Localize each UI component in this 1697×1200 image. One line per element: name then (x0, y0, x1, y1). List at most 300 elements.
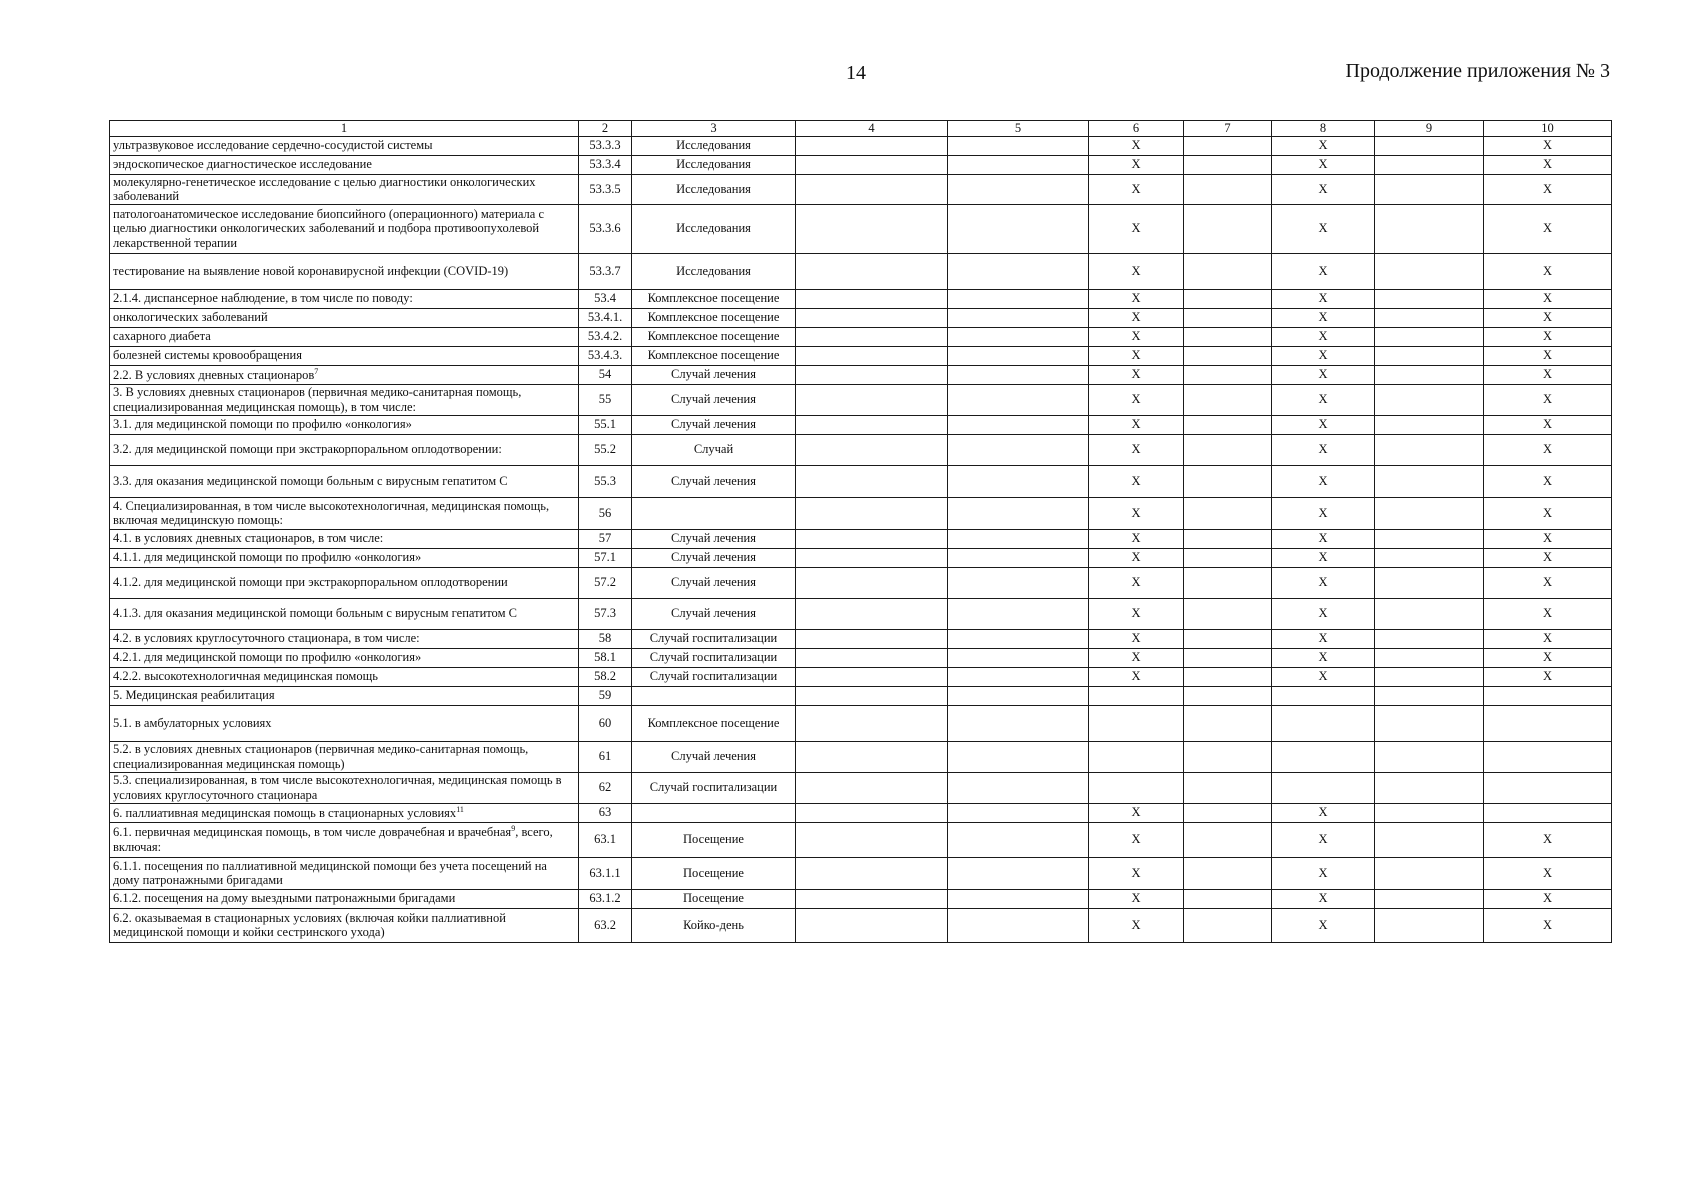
row-unit-cell: Случай госпитализации (632, 629, 796, 648)
row-name-cell (110, 567, 579, 598)
empty-cell (1375, 415, 1484, 434)
row-name: 4.1.3. для оказания медицинской помощи больным с вирусным гепатитом С (113, 606, 517, 621)
empty-cell (1184, 465, 1272, 497)
row-name-cell (110, 803, 579, 822)
row-code-cell: 57 (579, 529, 632, 548)
row-unit-cell: Комплексное посещение (632, 327, 796, 346)
row-code-cell: 55.1 (579, 415, 632, 434)
row-name: 3. В условиях дневных стационаров (первичная медико-санитарная помощь, специализированная медицинская помощь), в том числе: (113, 385, 522, 414)
mark-cell: X (1089, 667, 1184, 686)
mark-cell: X (1272, 529, 1375, 548)
empty-cell (796, 136, 948, 155)
mark-cell: X (1484, 648, 1612, 667)
mark-cell: X (1089, 497, 1184, 529)
row-name: сахарного диабета (113, 329, 211, 344)
empty-cell (1184, 772, 1272, 803)
empty-cell (796, 346, 948, 365)
row-name-cell (110, 346, 579, 365)
row-name: 4.1.2. для медицинской помощи при экстракорпоральном оплодотворении (113, 575, 508, 590)
row-name-cell (110, 365, 579, 384)
row-code-cell: 61 (579, 741, 632, 772)
mark-cell: X (1484, 327, 1612, 346)
empty-cell (796, 686, 948, 705)
row-name-cell (110, 686, 579, 705)
row-name: 4.2.1. для медицинской помощи по профилю «онкология» (113, 650, 422, 665)
empty-cell (796, 415, 948, 434)
empty-cell (1184, 705, 1272, 741)
row-code-cell: 58 (579, 629, 632, 648)
mark-cell: X (1272, 548, 1375, 567)
table-row (110, 822, 1612, 857)
footnote-ref: 9 (511, 824, 516, 834)
table-row (110, 548, 1612, 567)
row-name-cell (110, 289, 579, 308)
empty-cell (948, 253, 1089, 289)
mark-cell: X (1089, 803, 1184, 822)
row-code-cell: 58.1 (579, 648, 632, 667)
row-name-cell (110, 648, 579, 667)
row-unit-cell: Комплексное посещение (632, 705, 796, 741)
empty-cell (948, 497, 1089, 529)
empty-cell (796, 365, 948, 384)
footnote-ref: 7 (314, 366, 319, 376)
mark-cell: X (1484, 136, 1612, 155)
mark-cell: X (1272, 346, 1375, 365)
row-unit-cell: Случай госпитализации (632, 772, 796, 803)
mark-cell: X (1089, 346, 1184, 365)
empty-cell (948, 629, 1089, 648)
row-unit-cell: Случай лечения (632, 741, 796, 772)
empty-cell (1375, 567, 1484, 598)
table-row (110, 648, 1612, 667)
row-code-cell: 62 (579, 772, 632, 803)
table-row (110, 346, 1612, 365)
row-unit-cell (632, 803, 796, 822)
row-unit-cell: Комплексное посещение (632, 289, 796, 308)
row-name: 4.2. в условиях круглосуточного стационара, в том числе: (113, 631, 420, 646)
row-code-cell: 57.1 (579, 548, 632, 567)
empty-cell (1375, 803, 1484, 822)
empty-cell (1375, 155, 1484, 174)
table-row (110, 667, 1612, 686)
mark-cell: X (1089, 908, 1184, 942)
empty-cell (796, 384, 948, 415)
empty-cell (1184, 741, 1272, 772)
table-row (110, 174, 1612, 204)
mark-cell: X (1272, 204, 1375, 253)
empty-cell (796, 155, 948, 174)
empty-cell (1375, 857, 1484, 889)
row-name: 5.1. в амбулаторных условиях (113, 715, 272, 730)
table-row (110, 908, 1612, 942)
row-name-cell (110, 741, 579, 772)
mark-cell: X (1272, 289, 1375, 308)
table-row (110, 253, 1612, 289)
empty-cell (796, 497, 948, 529)
row-unit-cell: Исследования (632, 155, 796, 174)
empty-cell (1184, 136, 1272, 155)
table-row (110, 567, 1612, 598)
row-name-cell (110, 889, 579, 908)
mark-cell: X (1272, 629, 1375, 648)
empty-cell (796, 741, 948, 772)
mark-cell: X (1484, 908, 1612, 942)
empty-cell (1184, 434, 1272, 465)
empty-cell (796, 629, 948, 648)
row-name: 6. паллиативная медицинская помощь в стационарных условиях (113, 805, 457, 820)
mark-cell: X (1484, 365, 1612, 384)
empty-cell (948, 857, 1089, 889)
mark-cell: X (1089, 857, 1184, 889)
row-name-cell (110, 253, 579, 289)
row-code-cell: 53.4.1. (579, 308, 632, 327)
row-code-cell: 53.3.4 (579, 155, 632, 174)
table-row (110, 204, 1612, 253)
empty-cell (1375, 434, 1484, 465)
empty-cell (1184, 598, 1272, 629)
empty-cell (1184, 327, 1272, 346)
empty-cell (1375, 772, 1484, 803)
empty-cell (1375, 548, 1484, 567)
empty-cell (1375, 465, 1484, 497)
empty-cell (1375, 889, 1484, 908)
row-unit-cell: Комплексное посещение (632, 346, 796, 365)
column-number: 6 (1089, 121, 1184, 137)
empty-cell (1375, 529, 1484, 548)
empty-cell (948, 465, 1089, 497)
mark-cell: X (1089, 415, 1184, 434)
mark-cell: X (1484, 598, 1612, 629)
empty-cell (1375, 204, 1484, 253)
mark-cell: X (1484, 415, 1612, 434)
empty-cell (1184, 548, 1272, 567)
mark-cell: X (1089, 384, 1184, 415)
empty-cell (948, 155, 1089, 174)
empty-cell (948, 648, 1089, 667)
empty-cell (1375, 822, 1484, 857)
mark-cell: X (1089, 548, 1184, 567)
mark-cell: X (1089, 136, 1184, 155)
mark-cell: X (1089, 253, 1184, 289)
row-unit-cell: Исследования (632, 136, 796, 155)
empty-cell (1375, 629, 1484, 648)
empty-cell (1184, 346, 1272, 365)
empty-cell (1375, 365, 1484, 384)
empty-cell (1184, 365, 1272, 384)
row-name-cell (110, 465, 579, 497)
empty-cell (1375, 384, 1484, 415)
empty-cell (796, 567, 948, 598)
empty-cell (1184, 384, 1272, 415)
empty-cell (1375, 908, 1484, 942)
mark-cell: X (1272, 155, 1375, 174)
row-name: 4.1.1. для медицинской помощи по профилю «онкология» (113, 550, 422, 565)
empty-cell (948, 908, 1089, 942)
mark-cell: X (1089, 434, 1184, 465)
mark-cell: X (1272, 803, 1375, 822)
table-row (110, 384, 1612, 415)
column-number: 3 (632, 121, 796, 137)
row-name-cell (110, 529, 579, 548)
row-code-cell: 63 (579, 803, 632, 822)
empty-cell (948, 822, 1089, 857)
empty-cell (1184, 667, 1272, 686)
row-code-cell: 63.2 (579, 908, 632, 942)
empty-cell (948, 667, 1089, 686)
row-unit-cell (632, 497, 796, 529)
column-number: 7 (1184, 121, 1272, 137)
mark-cell: X (1484, 204, 1612, 253)
row-unit-cell: Случай лечения (632, 529, 796, 548)
row-name: патологоанатомическое исследование биопсийного (операционного) материала с целью диагностики онкологических заболеваний и подбора противоопухолевой лекарственной терапии (113, 206, 545, 250)
table-row (110, 741, 1612, 772)
empty-cell (1375, 308, 1484, 327)
mark-cell: X (1272, 667, 1375, 686)
empty-cell (1184, 529, 1272, 548)
row-name-cell (110, 136, 579, 155)
mark-cell: X (1272, 497, 1375, 529)
empty-cell (948, 548, 1089, 567)
row-code-cell: 53.4.3. (579, 346, 632, 365)
mark-cell: X (1484, 529, 1612, 548)
column-number: 8 (1272, 121, 1375, 137)
mark-cell: X (1484, 289, 1612, 308)
empty-cell (948, 598, 1089, 629)
row-name: болезней системы кровообращения (113, 348, 302, 363)
empty-cell (1184, 822, 1272, 857)
empty-cell (1184, 415, 1272, 434)
empty-cell (1375, 136, 1484, 155)
row-name-cell (110, 308, 579, 327)
empty-cell (796, 908, 948, 942)
empty-cell (1184, 889, 1272, 908)
row-code-cell: 55.2 (579, 434, 632, 465)
data-table (109, 120, 1612, 943)
row-unit-cell: Исследования (632, 253, 796, 289)
page-number: 14 (846, 62, 866, 84)
row-code-cell: 55 (579, 384, 632, 415)
mark-cell (1484, 686, 1612, 705)
row-name: 3.3. для оказания медицинской помощи больным с вирусным гепатитом С (113, 473, 508, 488)
mark-cell: X (1089, 204, 1184, 253)
mark-cell (1089, 772, 1184, 803)
empty-cell (1375, 598, 1484, 629)
empty-cell (948, 567, 1089, 598)
row-name-cell (110, 667, 579, 686)
empty-cell (1375, 253, 1484, 289)
row-name: 5. Медицинская реабилитация (113, 688, 275, 703)
empty-cell (1375, 346, 1484, 365)
mark-cell: X (1089, 365, 1184, 384)
empty-cell (948, 289, 1089, 308)
empty-cell (796, 174, 948, 204)
mark-cell: X (1089, 889, 1184, 908)
empty-cell (948, 174, 1089, 204)
mark-cell: X (1484, 629, 1612, 648)
mark-cell: X (1272, 174, 1375, 204)
row-name-continuation: , всего, включая: (113, 825, 553, 855)
mark-cell (1272, 741, 1375, 772)
mark-cell: X (1484, 497, 1612, 529)
row-code-cell: 53.3.7 (579, 253, 632, 289)
row-name-cell (110, 497, 579, 529)
mark-cell: X (1089, 629, 1184, 648)
mark-cell: X (1089, 567, 1184, 598)
empty-cell (948, 204, 1089, 253)
empty-cell (948, 365, 1089, 384)
empty-cell (948, 136, 1089, 155)
empty-cell (1184, 253, 1272, 289)
row-unit-cell: Случай (632, 434, 796, 465)
row-code-cell: 60 (579, 705, 632, 741)
column-number: 9 (1375, 121, 1484, 137)
mark-cell: X (1272, 415, 1375, 434)
empty-cell (796, 253, 948, 289)
table-row (110, 857, 1612, 889)
empty-cell (1184, 857, 1272, 889)
mark-cell: X (1089, 648, 1184, 667)
row-name: 2.1.4. диспансерное наблюдение, в том числе по поводу: (113, 291, 413, 306)
mark-cell: X (1089, 598, 1184, 629)
row-name-cell (110, 629, 579, 648)
row-name-cell (110, 434, 579, 465)
empty-cell (1184, 686, 1272, 705)
empty-cell (1375, 686, 1484, 705)
empty-cell (948, 415, 1089, 434)
empty-cell (948, 384, 1089, 415)
column-number: 5 (948, 121, 1089, 137)
empty-cell (796, 822, 948, 857)
empty-cell (948, 308, 1089, 327)
row-unit-cell: Случай лечения (632, 384, 796, 415)
mark-cell (1484, 705, 1612, 741)
empty-cell (1184, 648, 1272, 667)
row-name-cell (110, 908, 579, 942)
mark-cell (1484, 803, 1612, 822)
mark-cell (1089, 741, 1184, 772)
row-name-cell (110, 155, 579, 174)
mark-cell: X (1089, 174, 1184, 204)
row-unit-cell: Случай лечения (632, 365, 796, 384)
row-code-cell: 53.3.6 (579, 204, 632, 253)
row-name-cell (110, 705, 579, 741)
mark-cell (1484, 741, 1612, 772)
mark-cell: X (1089, 465, 1184, 497)
table-row (110, 415, 1612, 434)
table-row (110, 155, 1612, 174)
row-unit-cell: Случай лечения (632, 567, 796, 598)
row-name: 3.1. для медицинской помощи по профилю «онкология» (113, 417, 412, 432)
row-code-cell: 63.1 (579, 822, 632, 857)
row-name: 6.1.2. посещения на дому выездными патронажными бригадами (113, 891, 456, 906)
row-name: 3.2. для медицинской помощи при экстракорпоральном оплодотворении: (113, 442, 502, 457)
empty-cell (796, 772, 948, 803)
mark-cell: X (1272, 648, 1375, 667)
mark-cell: X (1272, 598, 1375, 629)
table-row (110, 772, 1612, 803)
empty-cell (1184, 308, 1272, 327)
empty-cell (796, 667, 948, 686)
mark-cell: X (1089, 289, 1184, 308)
row-code-cell: 53.3.3 (579, 136, 632, 155)
empty-cell (1375, 174, 1484, 204)
empty-cell (796, 548, 948, 567)
row-code-cell: 63.1.2 (579, 889, 632, 908)
row-unit-cell: Посещение (632, 857, 796, 889)
empty-cell (948, 327, 1089, 346)
row-name: 5.3. специализированная, в том числе высокотехнологичная, медицинская помощь в условиях круглосуточного стационара (113, 773, 562, 802)
row-name: онкологических заболеваний (113, 310, 268, 325)
empty-cell (796, 529, 948, 548)
empty-cell (948, 741, 1089, 772)
table-row (110, 327, 1612, 346)
mark-cell: X (1089, 308, 1184, 327)
row-unit-cell: Случай госпитализации (632, 667, 796, 686)
empty-cell (1184, 204, 1272, 253)
empty-cell (1375, 327, 1484, 346)
empty-cell (948, 705, 1089, 741)
empty-cell (796, 648, 948, 667)
mark-cell: X (1272, 567, 1375, 598)
mark-cell: X (1272, 308, 1375, 327)
row-name-cell (110, 772, 579, 803)
mark-cell: X (1484, 465, 1612, 497)
row-unit-cell: Случай лечения (632, 548, 796, 567)
table-row (110, 803, 1612, 822)
row-code-cell: 54 (579, 365, 632, 384)
row-unit-cell: Исследования (632, 204, 796, 253)
row-name: ультразвуковое исследование сердечно-сосудистой системы (113, 138, 433, 153)
empty-cell (796, 705, 948, 741)
mark-cell: X (1272, 253, 1375, 289)
empty-cell (796, 857, 948, 889)
table-row (110, 889, 1612, 908)
row-unit-cell: Случай госпитализации (632, 648, 796, 667)
mark-cell: X (1272, 327, 1375, 346)
row-unit-cell: Койко-день (632, 908, 796, 942)
mark-cell: X (1272, 434, 1375, 465)
row-name: 2.2. В условиях дневных стационаров (113, 367, 315, 382)
row-name-cell (110, 598, 579, 629)
row-name: 4.1. в условиях дневных стационаров, в том числе: (113, 531, 384, 546)
mark-cell: X (1272, 384, 1375, 415)
row-name-cell (110, 415, 579, 434)
empty-cell (1184, 497, 1272, 529)
empty-cell (948, 529, 1089, 548)
mark-cell (1272, 772, 1375, 803)
empty-cell (1375, 648, 1484, 667)
row-code-cell: 57.2 (579, 567, 632, 598)
column-number: 4 (796, 121, 948, 137)
table-row (110, 465, 1612, 497)
row-unit-cell: Случай лечения (632, 598, 796, 629)
row-unit-cell: Случай лечения (632, 415, 796, 434)
empty-cell (1375, 741, 1484, 772)
row-name: 6.2. оказываемая в стационарных условиях (включая койки паллиативной медицинской помощи и койки сестринского ухода) (113, 910, 506, 939)
row-unit-cell: Посещение (632, 822, 796, 857)
row-code-cell: 53.4 (579, 289, 632, 308)
empty-cell (948, 434, 1089, 465)
empty-cell (1375, 705, 1484, 741)
mark-cell: X (1272, 822, 1375, 857)
mark-cell: X (1272, 365, 1375, 384)
empty-cell (1375, 289, 1484, 308)
row-code-cell: 57.3 (579, 598, 632, 629)
mark-cell: X (1089, 822, 1184, 857)
mark-cell: X (1484, 384, 1612, 415)
table-row (110, 289, 1612, 308)
mark-cell (1484, 772, 1612, 803)
